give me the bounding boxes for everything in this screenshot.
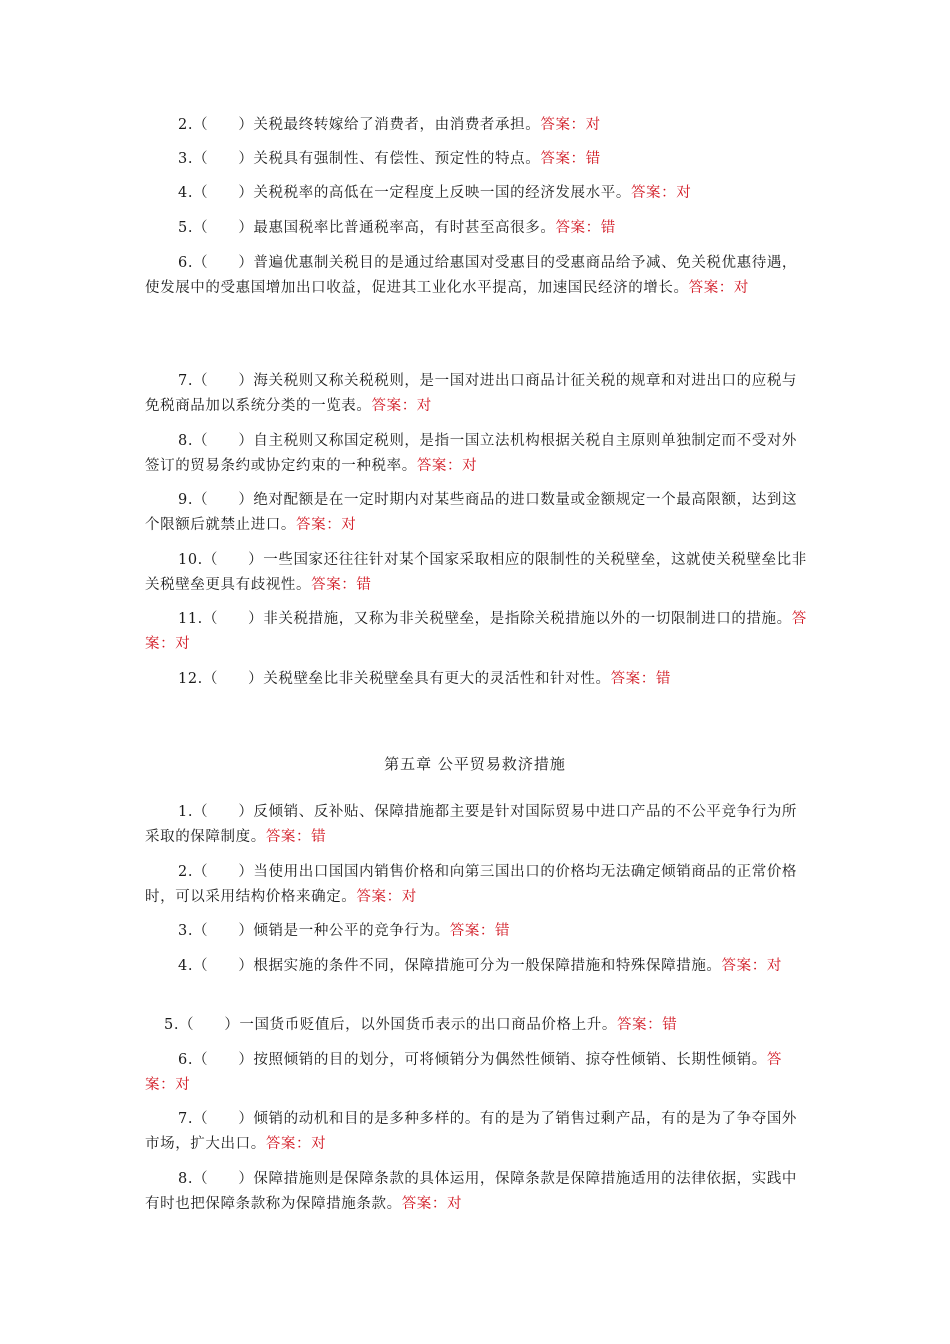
question-item: 1.（ ）反倾销、反补贴、保障措施都主要是针对国际贸易中进口产品的不公平竞争行为所采取的保障制度。答案：错: [145, 804, 798, 845]
question-item: 6.（ ）按照倾销的目的划分，可将倾销分为偶然性倾销、掠夺性倾销、长期性倾销。答案：对: [145, 1052, 782, 1093]
answer-label: 答案：对: [721, 958, 782, 974]
answer-label: 答案：对: [356, 889, 417, 905]
question-item: 5.（ ）最惠国税率比普通税率高，有时甚至高很多。答案：错: [178, 220, 616, 236]
answer-label: 答案：对: [371, 398, 432, 414]
question-item: 12.（ ）关税壁垒比非关税壁垒具有更大的灵活性和针对性。答案：错: [178, 671, 671, 687]
question-item: 7.（ ）倾销的动机和目的是多种多样的。有的是为了销售过剩产品，有的是为了争夺国外市场，扩大出口。答案：对: [145, 1111, 798, 1152]
answer-label: 答案：错: [616, 1017, 678, 1033]
answer-label: 答案：对: [265, 1136, 327, 1152]
question-item: 4.（ ）根据实施的条件不同，保障措施可分为一般保障措施和特殊保障措施。答案：对: [178, 958, 782, 974]
question-item: 8.（ ）保障措施则是保障条款的具体运用，保障条款是保障措施适用的法律依据，实践中有时也把保障条款称为保障措施条款。答案：对: [145, 1171, 798, 1212]
answer-label: 答案：错: [555, 220, 616, 236]
answer-label: 答案：对: [416, 458, 478, 474]
answer-label: 答案：对: [688, 280, 750, 296]
question-item: 2.（ ）关税最终转嫁给了消费者，由消费者承担。答案：对: [178, 117, 601, 133]
answer-label: 答案：错: [540, 151, 601, 167]
question-item: 11.（ ）非关税措施，又称为非关税壁垒，是指除关税措施以外的一切限制进口的措施。答案：对: [145, 611, 807, 652]
answer-label: 答案：对: [145, 611, 807, 652]
question-item: 4.（ ）关税税率的高低在一定程度上反映一国的经济发展水平。答案：对: [178, 185, 692, 201]
answer-label: 答案：错: [610, 671, 671, 687]
question-item: 9.（ ）绝对配额是在一定时期内对某些商品的进口数量或金额规定一个最高限额，达到这个限额后就禁止进口。答案：对: [145, 492, 798, 533]
question-item: 8.（ ）自主税则又称国定税则，是指一国立法机构根据关税自主原则单独制定而不受对外签订的贸易条约或协定约束的一种税率。答案：对: [145, 433, 798, 474]
question-item: 6.（ ）普遍优惠制关税目的是通过给惠国对受惠目的受惠商品给予减、免关税优惠待遇，使发展中的受惠国增加出口收益，促进其工业化水平提高，加速国民经济的增长。答案：对: [145, 255, 798, 296]
question-item: 5.（ ）一国货币贬值后，以外国货币表示的出口商品价格上升。答案：错: [164, 1017, 678, 1033]
answer-label: 答案：错: [311, 577, 372, 593]
question-item: 10.（ ）一些国家还往往针对某个国家采取相应的限制性的关税壁垒，这就使关税壁垒比非关税壁垒更具有歧视性。答案：错: [145, 552, 807, 593]
question-item: 3.（ ）倾销是一种公平的竞争行为。答案：错: [178, 923, 511, 939]
question-item: 3.（ ）关税具有强制性、有偿性、预定性的特点。答案：错: [178, 151, 601, 167]
answer-label: 答案：错: [449, 923, 511, 939]
question-item: 7.（ ）海关税则又称关税税则，是一国对进出口商品计征关税的规章和对进出口的应税与免税商品加以系统分类的一览表。答案：对: [145, 373, 798, 414]
answer-label: 答案：对: [401, 1196, 463, 1212]
answer-label: 答案：对: [296, 517, 357, 533]
answer-label: 答案：对: [630, 185, 692, 201]
question-item: 2.（ ）当使用出口国国内销售价格和向第三国出口的价格均无法确定倾销商品的正常价格时，可以采用结构价格来确定。答案：对: [145, 864, 798, 905]
chapter-title: 第五章 公平贸易救济措施: [384, 755, 566, 773]
answer-label: 答案：对: [540, 117, 601, 133]
answer-label: 答案：对: [145, 1052, 782, 1093]
answer-label: 答案：错: [265, 829, 327, 845]
